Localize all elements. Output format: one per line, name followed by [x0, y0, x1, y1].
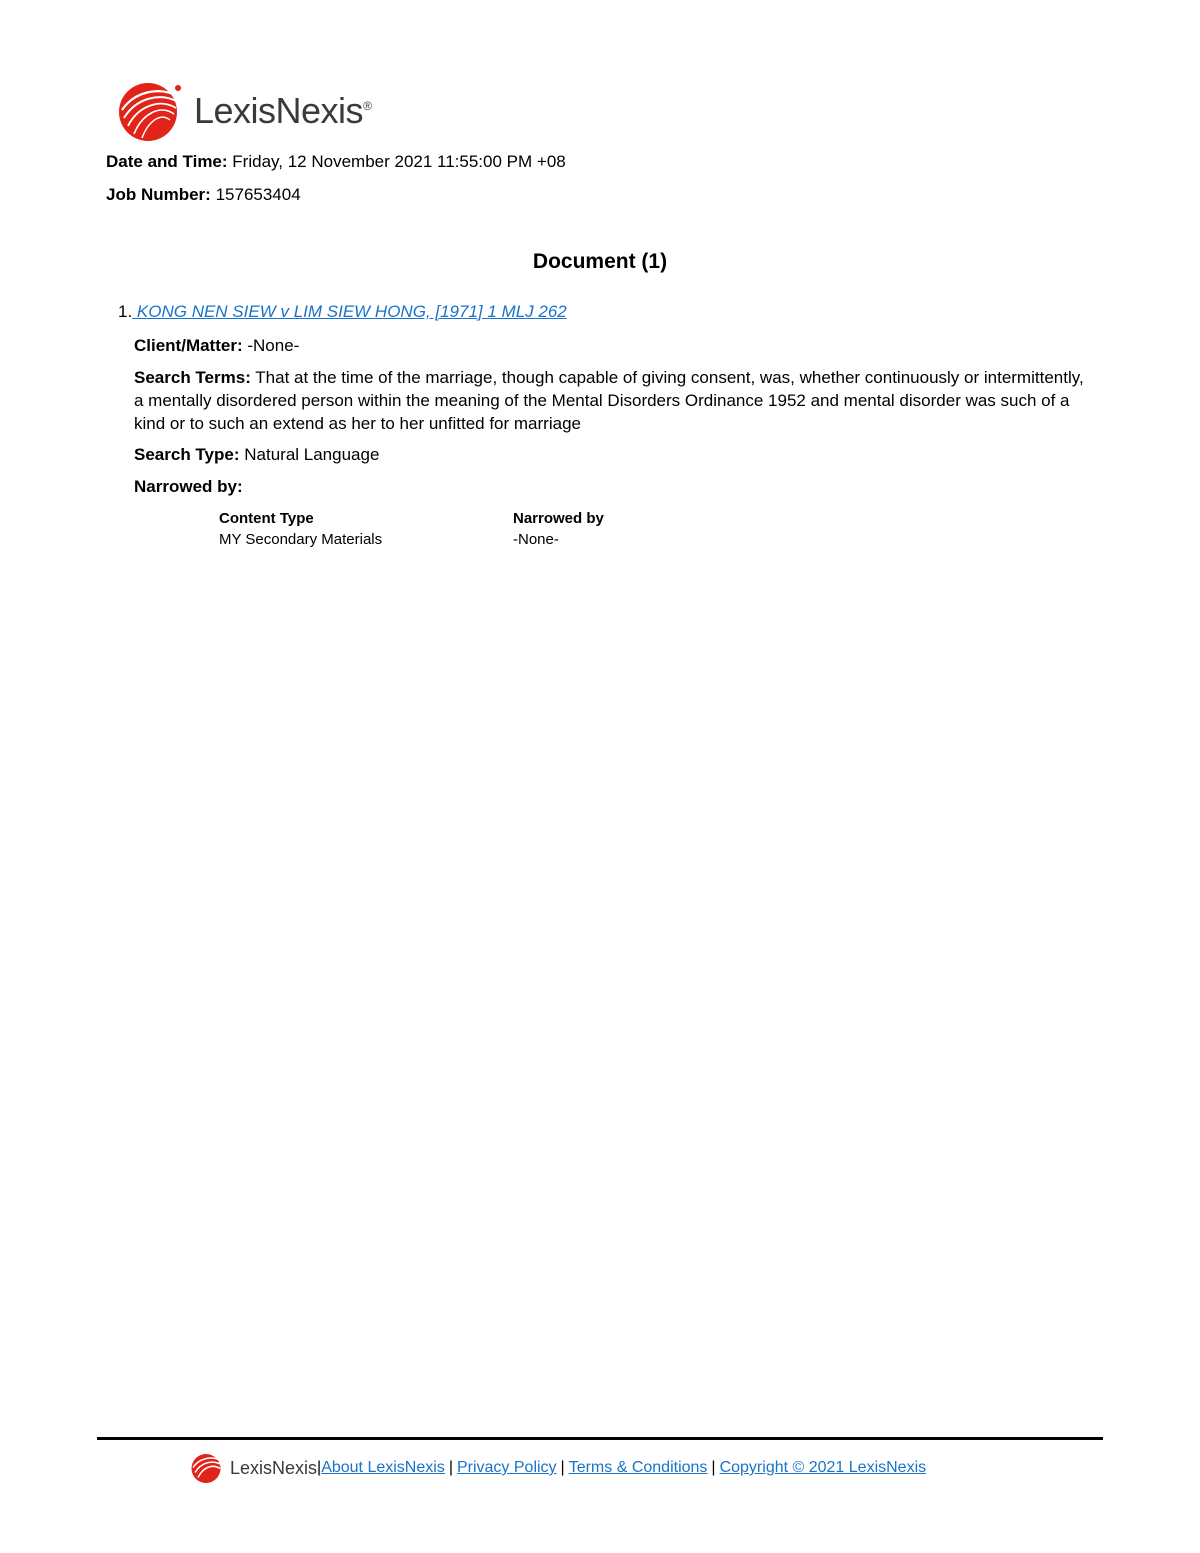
job-number — [106, 185, 301, 205]
type-label: Search Type: — [134, 445, 240, 464]
narrowed-by-heading — [134, 475, 1094, 498]
footer-divider — [97, 1437, 1103, 1440]
content-type-column — [219, 508, 382, 550]
terms-conditions-link[interactable]: Terms & Conditions — [568, 1459, 708, 1476]
footer-wordmark: LexisNexis — [230, 1457, 318, 1478]
narrowed-by-header: Narrowed by — [513, 510, 604, 527]
document-list-item — [118, 302, 567, 322]
terms-label: Search Terms: — [134, 368, 251, 387]
copyright-link[interactable]: Copyright © 2021 LexisNexis — [719, 1459, 927, 1476]
job-label: Job Number: — [106, 185, 211, 204]
about-link[interactable]: About LexisNexis — [321, 1459, 445, 1476]
footer-globe-icon — [190, 1452, 224, 1484]
narrowed-label: Narrowed by: — [134, 477, 243, 496]
client-matter — [134, 334, 1094, 357]
content-type-header: Content Type — [219, 510, 314, 527]
footer-separator: | — [711, 1459, 716, 1476]
lexisnexis-logo — [116, 80, 371, 142]
footer-separator: | — [317, 1459, 322, 1476]
page-title: Document (1) — [532, 250, 668, 273]
content-type-value: MY Secondary Materials — [219, 531, 383, 548]
footer-separator: | — [448, 1459, 453, 1476]
narrowed-by-column — [513, 508, 604, 550]
narrowed-by-value: -None- — [513, 531, 559, 548]
search-type — [134, 443, 1094, 466]
date-time — [106, 152, 566, 172]
date-value: Friday, 12 November 2021 11:55:00 PM +08 — [232, 152, 566, 171]
type-value: Natural Language — [244, 445, 380, 464]
document-title-link[interactable]: KONG NEN SIEW v LIM SIEW HONG, [1971] 1 MLJ 262 — [132, 302, 567, 321]
privacy-policy-link[interactable]: Privacy Policy — [456, 1459, 557, 1476]
terms-value: That at the time of the marriage, though capable of giving consent, was, whether continuously or intermittently, a mentally disordered person within the meaning of the Mental Disorders Ordinance 1952 and mental disorder was such of a kind or to such an extend as her to her unfitted for marriage — [134, 368, 1084, 433]
search-terms — [134, 366, 1094, 435]
date-label: Date and Time: — [106, 152, 228, 171]
lexisnexis-globe-icon — [116, 80, 184, 142]
footer — [190, 1452, 926, 1484]
logo-wordmark: LexisNexis® — [194, 90, 372, 131]
client-label: Client/Matter: — [134, 336, 243, 355]
document-number: 1. — [118, 302, 133, 321]
footer-separator: | — [560, 1459, 565, 1476]
client-value: -None- — [247, 336, 300, 355]
job-value: 157653404 — [215, 185, 301, 204]
